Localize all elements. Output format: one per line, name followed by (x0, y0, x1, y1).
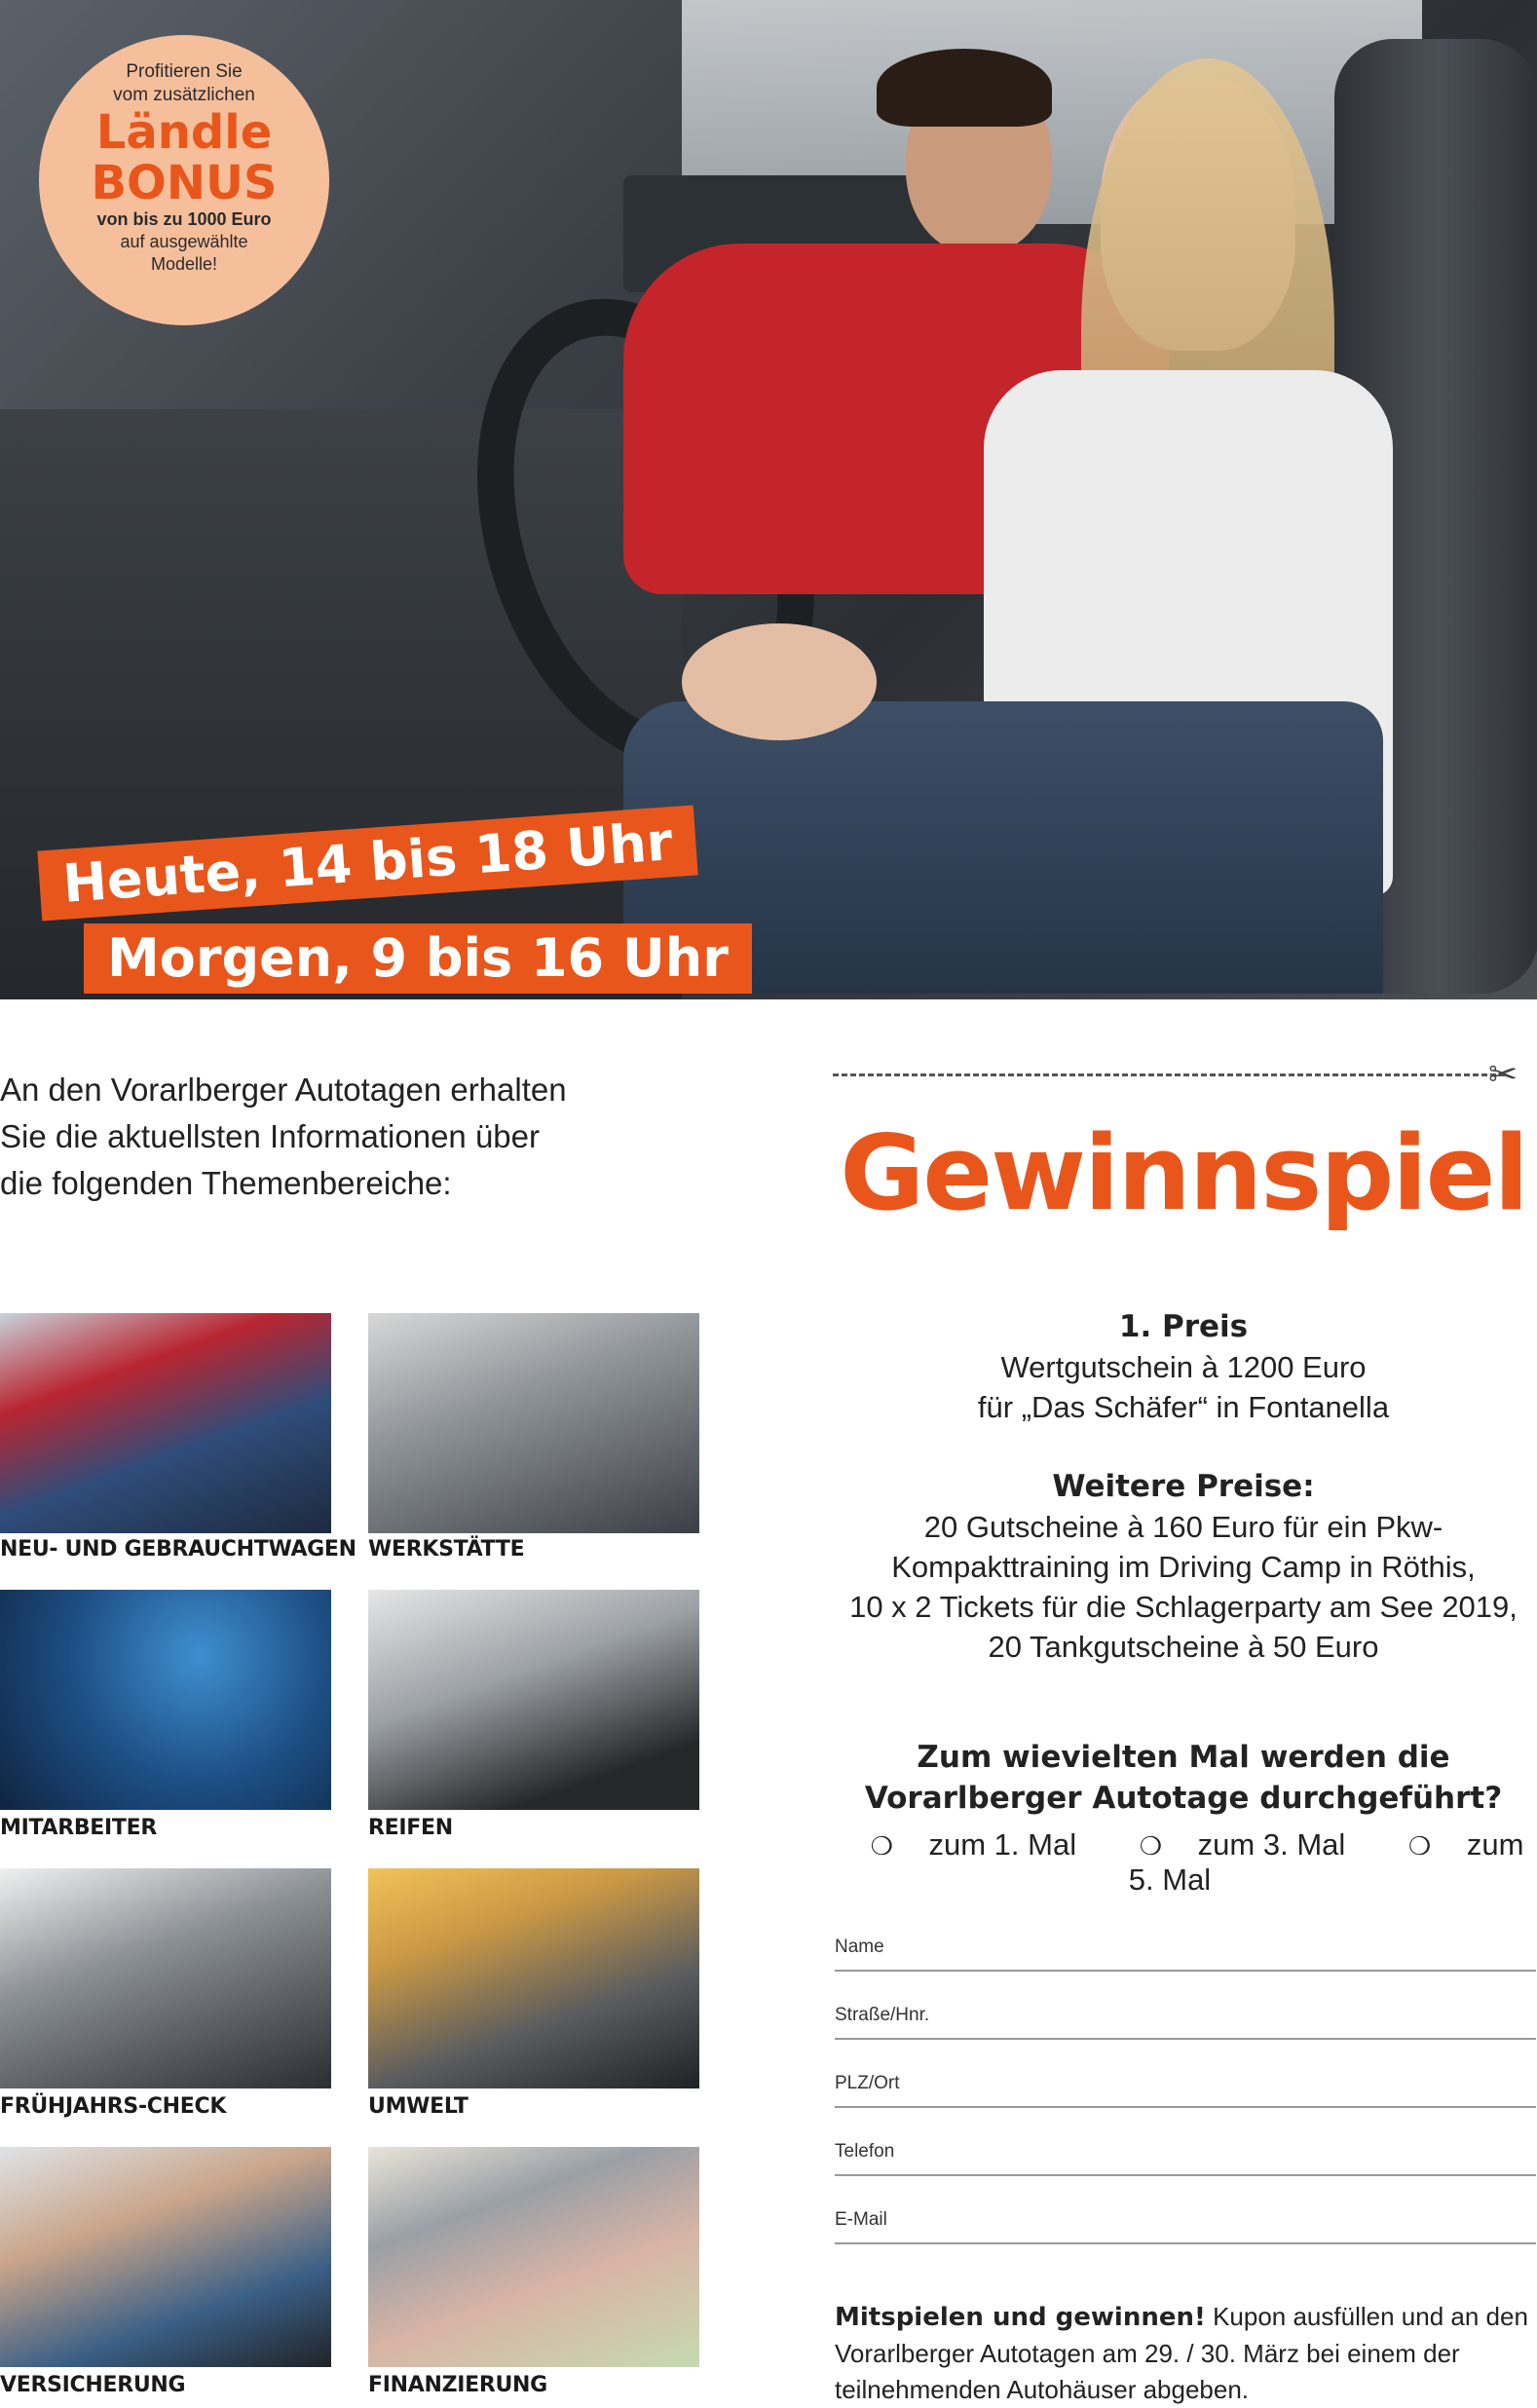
option-label: zum 3. Mal (1197, 1827, 1346, 1862)
field-label: Straße/Hnr. (835, 2005, 930, 2025)
radio-circle-icon[interactable]: ❍ (1407, 1831, 1432, 1861)
bonus-word2: BONUS (91, 156, 278, 210)
bonus-line1: Profitieren Sie (126, 61, 243, 82)
topic-label: MITARBEITER (0, 1816, 158, 1840)
topic-label: NEU- UND GEBRAUCHTWAGEN (0, 1537, 356, 1561)
field-label: Name (835, 1937, 884, 1957)
radio-circle-icon[interactable]: ❍ (870, 1831, 893, 1861)
ev-charging-photo-icon (368, 1868, 699, 2088)
field-label: PLZ/Ort (835, 2073, 900, 2093)
phone-field[interactable] (835, 2141, 1536, 2176)
more-prizes-line: 10 x 2 Tickets für die Schlagerparty am See 2019, (849, 1590, 1518, 1624)
option-1[interactable] (857, 1827, 1091, 1862)
field-label: E-Mail (835, 2209, 887, 2230)
radio-circle-icon[interactable]: ❍ (1139, 1831, 1163, 1861)
topic-label: UMWELT (368, 2094, 469, 2119)
more-prizes-line: 20 Gutscheine à 160 Euro für ein Pkw- (923, 1510, 1443, 1544)
footer-rest: Kupon ausfüllen und an den Vorarlberger Autotagen am 29. / 30. März bei einem der teilnehmenden Autohäuser abgeben. (835, 2302, 1528, 2404)
first-prize-heading: 1. Preis (1118, 1309, 1249, 1344)
more-prizes-line: Kompakttraining im Driving Camp in Röthis, (891, 1550, 1476, 1584)
bonus-line2: vom zusätzlichen (113, 85, 255, 105)
option-label: zum 5. Mal (1128, 1827, 1524, 1897)
bonus-line5: Modelle! (150, 254, 218, 274)
footer-bold: Mitspielen und gewinnen! (835, 2303, 1206, 2332)
cars-photo-icon (0, 1313, 331, 1533)
bonus-badge (39, 35, 329, 325)
money-car-photo-icon (368, 2147, 699, 2367)
topic-label: VERSICHERUNG (0, 2373, 186, 2397)
street-field[interactable] (835, 2005, 1536, 2040)
answer-options (838, 1827, 1529, 1898)
field-label: Telefon (835, 2141, 895, 2162)
hero-photo (0, 0, 1537, 999)
option-2[interactable] (1126, 1827, 1360, 1862)
topic-label: WERKSTÄTTE (368, 1537, 525, 1561)
option-label: zum 1. Mal (928, 1827, 1077, 1862)
first-prize-line1: Wertgutschein à 1200 Euro (1000, 1350, 1367, 1384)
more-prizes-line: 20 Tankgutscheine à 50 Euro (988, 1630, 1379, 1664)
hands (682, 623, 877, 740)
staff-photo-icon (0, 1590, 331, 1810)
more-prizes-heading: Weitere Preise: (1052, 1469, 1315, 1504)
workshop-photo-icon (368, 1313, 699, 1533)
first-prize-line2: für „Das Schäfer“ in Fontanella (977, 1390, 1390, 1424)
question-line1: Zum wievielten Mal werden die (917, 1740, 1450, 1775)
hours-tomorrow-banner: Morgen, 9 bis 16 Uhr (84, 923, 752, 994)
tire-photo-icon (368, 1590, 699, 1810)
topic-label: REIFEN (368, 1816, 453, 1840)
laptop-check-photo-icon (0, 1868, 331, 2088)
zip-city-field[interactable] (835, 2073, 1536, 2108)
cut-line (833, 1073, 1505, 1076)
contest-title: Gewinnspiel (840, 1113, 1527, 1233)
scissors-icon: ✂ (1488, 1054, 1518, 1094)
topic-label: FRÜHJAHRS-CHECK (0, 2094, 227, 2119)
name-field[interactable] (835, 1937, 1536, 1972)
footer-text (835, 2299, 1536, 2408)
family-car-photo-icon (0, 2147, 331, 2367)
hours-today-banner: Heute, 14 bis 18 Uhr (37, 806, 697, 922)
email-field[interactable] (835, 2209, 1536, 2244)
question-line2: Vorarlberger Autotage durchgeführt? (864, 1781, 1503, 1816)
man-hair (877, 49, 1052, 127)
bonus-word1: Ländle (95, 105, 273, 160)
bonus-line3: von bis zu 1000 Euro (96, 209, 272, 229)
bonus-line4: auf ausgewählte (120, 232, 248, 251)
intro-text: An den Vorarlberger Autotagen erhalten Sie die aktuellsten Informationen über die folgenden Themenbereiche: (0, 1072, 567, 1201)
topic-label: FINANZIERUNG (368, 2373, 547, 2397)
